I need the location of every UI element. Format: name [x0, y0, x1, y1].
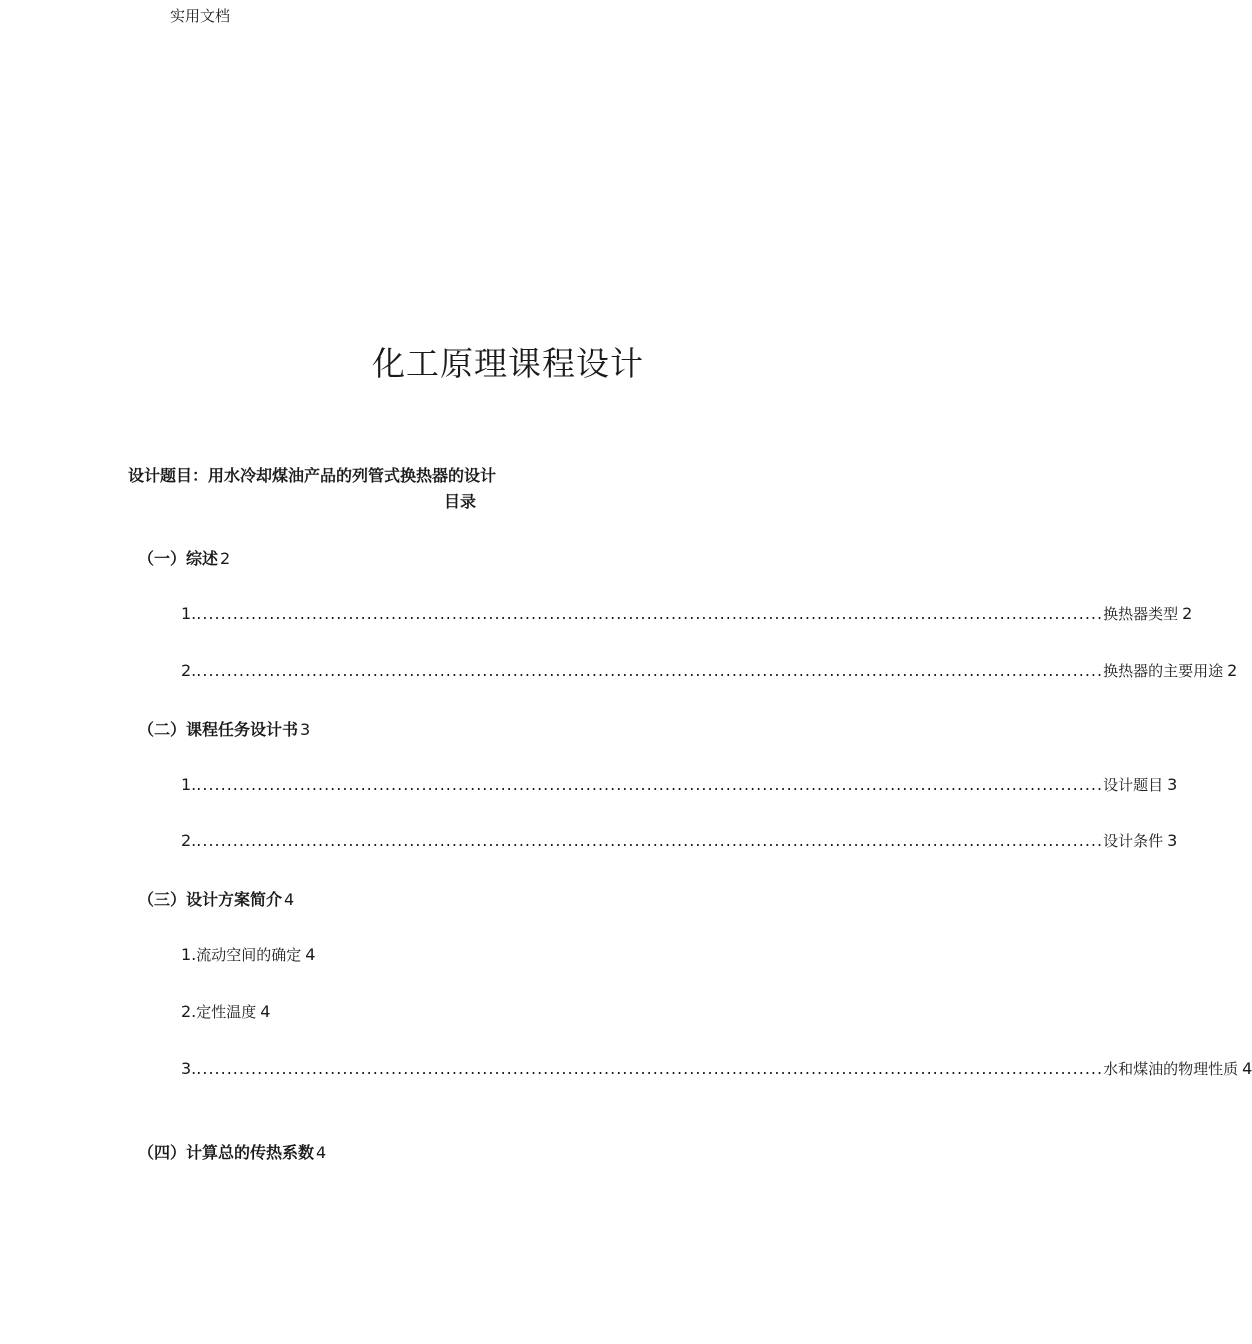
toc-entry-number: 2. [181, 1002, 197, 1021]
toc-entry-number: 1. [181, 945, 197, 964]
toc-page-number: 4 [284, 890, 295, 909]
document-title: 化工原理课程设计 [372, 344, 644, 383]
toc-entry-2-1[interactable] [181, 774, 1178, 795]
dot-leader: ..................................................................................................................................................... [196, 775, 1104, 794]
toc-page-number: 3 [1167, 831, 1178, 850]
toc-section-4[interactable] [138, 1140, 326, 1163]
dot-leader: ..................................................................................................................................................... [196, 604, 1104, 623]
toc-page-number: 4 [305, 945, 316, 964]
toc-section-3[interactable] [138, 887, 294, 910]
toc-section-label: （一）综述 [138, 549, 219, 568]
toc-page-number: 4 [260, 1002, 271, 1021]
toc-entry-number: 1. [181, 775, 197, 794]
toc-entry-text: 设计题目 [1103, 776, 1164, 794]
dot-leader: ..................................................................................................................................................... [196, 1059, 1104, 1078]
header-label: 实用文档 [170, 7, 231, 25]
toc-entry-number: 2. [181, 831, 197, 850]
toc-entry-3-1[interactable] [181, 944, 315, 965]
toc-entry-1-1[interactable] [181, 603, 1193, 624]
toc-entry-text: 水和煤油的物理性质 [1103, 1060, 1239, 1078]
toc-entry-3-3[interactable] [181, 1058, 1252, 1079]
toc-page-number: 4 [316, 1143, 327, 1162]
toc-entry-text: 设计条件 [1103, 832, 1164, 850]
toc-section-label: （四）计算总的传热系数 [138, 1143, 315, 1162]
toc-entry-2-2[interactable] [181, 830, 1178, 851]
toc-page-number: 2 [1227, 661, 1238, 680]
toc-page-number: 3 [1167, 775, 1178, 794]
toc-entry-number: 3. [181, 1059, 197, 1078]
toc-entry-1-2[interactable] [181, 660, 1238, 681]
toc-page-number: 4 [1242, 1059, 1252, 1078]
toc-entry-3-2[interactable] [181, 1001, 270, 1022]
toc-page-number: 2 [220, 549, 231, 568]
toc-heading: 目录 [444, 492, 477, 511]
toc-entry-text: 流动空间的确定 [196, 946, 302, 964]
toc-page-number: 3 [300, 720, 311, 739]
dot-leader: ..................................................................................................................................................... [196, 831, 1104, 850]
toc-section-2[interactable] [138, 717, 310, 740]
toc-section-label: （三）设计方案简介 [138, 890, 283, 909]
toc-entry-text: 换热器类型 [1103, 605, 1179, 623]
toc-entry-text: 定性温度 [196, 1003, 257, 1021]
toc-section-1[interactable] [138, 546, 230, 569]
toc-entry-number: 1. [181, 604, 197, 623]
toc-page-number: 2 [1182, 604, 1193, 623]
design-subject: 设计题目：用水冷却煤油产品的列管式换热器的设计 [128, 466, 497, 485]
toc-entry-number: 2. [181, 661, 197, 680]
toc-section-label: （二）课程任务设计书 [138, 720, 299, 739]
toc-entry-text: 换热器的主要用途 [1103, 662, 1224, 680]
dot-leader: ..................................................................................................................................................... [196, 661, 1104, 680]
